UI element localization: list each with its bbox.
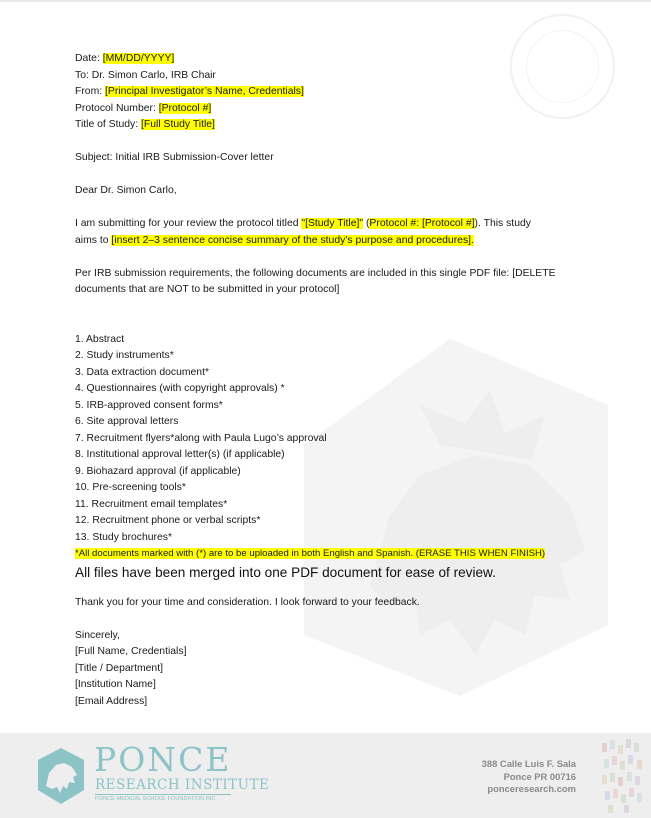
signature-title: [Title / Department] xyxy=(75,662,163,674)
title-label: Title of Study: xyxy=(75,119,142,130)
list-item: 13. Study brochures* xyxy=(75,531,173,543)
intro-line-1 xyxy=(75,216,585,233)
date-label: Date: xyxy=(75,53,103,64)
address-line-2: Ponce PR 00716 xyxy=(503,770,576,782)
logo-divider xyxy=(95,794,231,795)
signature-institution: [Institution Name] xyxy=(75,679,156,690)
list-item: 7. Recruitment flyers*along with Paula Lugo’s approval xyxy=(75,432,327,444)
list-item: 8. Institutional approval letter(s) (if applicable) xyxy=(75,449,285,460)
list-item: 12. Recruitment phone or verbal scripts* xyxy=(75,515,261,526)
website-link[interactable]: ponceresearch.com xyxy=(487,783,576,794)
requirements-paragraph: Per IRB submission requirements, the following documents are included in this single PDF file: [DELETE documents that are NOT to be submitted in your protocol] xyxy=(75,267,556,295)
intro-text: aims to xyxy=(75,234,112,246)
study-title-placeholder: "[Study Title]" xyxy=(301,218,364,229)
intro-text: ). This study xyxy=(474,218,531,229)
cover-letter xyxy=(75,51,585,710)
protocol-line xyxy=(75,101,585,118)
closing: Sincerely, xyxy=(75,629,120,641)
intro-text: ( xyxy=(363,218,370,229)
signature-email: [Email Address] xyxy=(75,695,148,707)
letterhead-footer xyxy=(0,733,651,818)
language-note-text: *All documents marked with (*) are to be uploaded in both English and Spanish. (ERASE THIS WHEN FINISH) xyxy=(75,548,546,559)
protocol-placeholder: [Protocol #] xyxy=(158,102,212,114)
list-item: 2. Study instruments* xyxy=(75,350,174,361)
signature-name: [Full Name, Credentials] xyxy=(75,646,187,657)
list-item: 5. IRB-approved consent forms* xyxy=(75,399,223,411)
logo-name: PONCE xyxy=(94,740,232,779)
list-item: 6. Site approval letters xyxy=(75,416,179,427)
list-item: 4. Questionnaires (with copyright approvals) * xyxy=(75,383,285,394)
documents-list xyxy=(75,332,585,547)
lion-shield-icon xyxy=(36,746,86,806)
logo-subtitle: RESEARCH INSTITUTE xyxy=(95,777,270,793)
salutation: Dear Dr. Simon Carlo, xyxy=(75,185,177,196)
mosaic-decoration-icon xyxy=(600,737,646,815)
address-line-1: 388 Calle Luis F. Sala xyxy=(481,758,576,769)
protocol-ref-placeholder: Protocol #: [Protocol #] xyxy=(369,218,475,229)
from-label: From: xyxy=(75,86,106,97)
language-note xyxy=(75,546,585,563)
protocol-label: Protocol Number: xyxy=(75,102,159,114)
from-placeholder: [Principal Investigator’s Name, Credentials] xyxy=(105,86,304,97)
intro-text: I am submitting for your review the protocol titled xyxy=(75,218,302,229)
list-item: 3. Data extraction document* xyxy=(75,366,209,378)
list-item: 11. Recruitment email templates* xyxy=(75,498,228,510)
logo-foundation: PONCE MEDICAL SCHOOL FOUNDATION INC. xyxy=(95,796,217,802)
list-item: 1. Abstract xyxy=(75,333,125,345)
address-block xyxy=(482,758,576,796)
subject-line: Subject: Initial IRB Submission-Cover letter xyxy=(75,152,274,163)
top-rule xyxy=(0,0,651,2)
intro-line-2 xyxy=(75,233,585,250)
summary-placeholder: [insert 2–3 sentence concise summary of the study’s purpose and procedures]. xyxy=(111,234,474,246)
title-line xyxy=(75,117,585,134)
to-line: To: Dr. Simon Carlo, IRB Chair xyxy=(75,69,216,81)
list-item: 10. Pre-screening tools* xyxy=(75,482,186,493)
thanks-line: Thank you for your time and consideration. I look forward to your feedback. xyxy=(75,596,420,608)
from-line xyxy=(75,84,585,101)
date-placeholder: [MM/DD/YYYY] xyxy=(102,53,175,64)
date-line xyxy=(75,51,585,68)
list-item: 9. Biohazard approval (if applicable) xyxy=(75,465,241,477)
title-placeholder: [Full Study Title] xyxy=(141,119,215,130)
merged-statement: All files have been merged into one PDF document for ease of review. xyxy=(75,564,496,580)
